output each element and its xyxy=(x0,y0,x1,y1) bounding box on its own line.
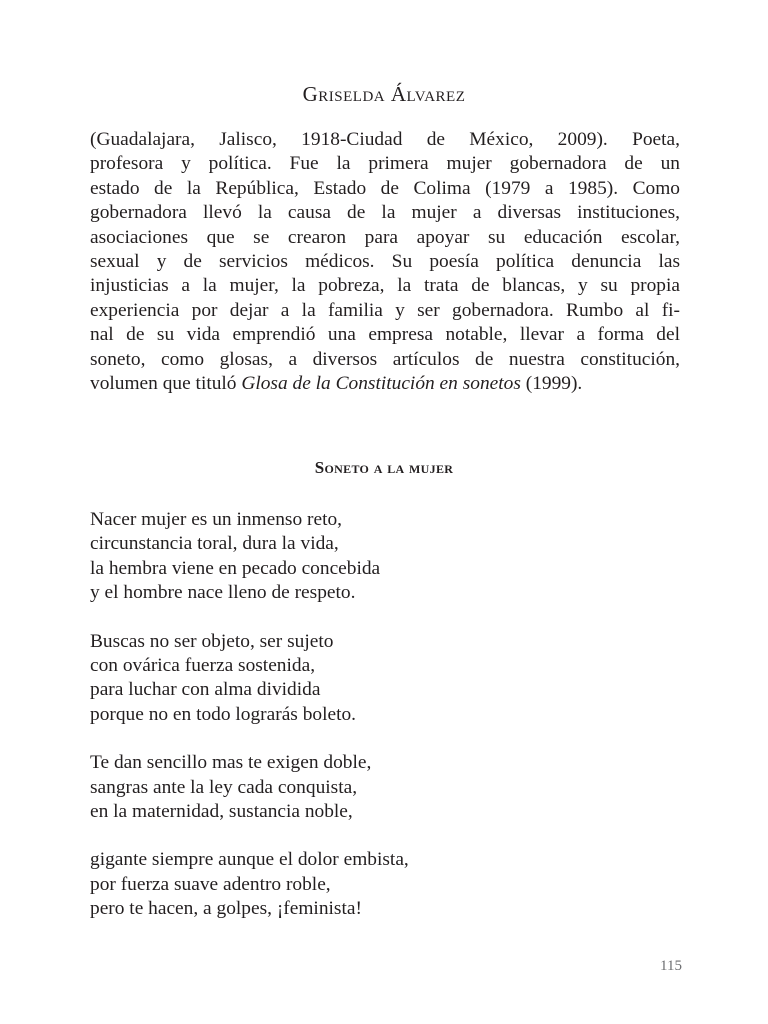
poem-title: Soneto a la mujer xyxy=(314,458,454,477)
stanza xyxy=(90,508,680,606)
bio-line: profesora y política. Fue la primera mujer gobernadora de un xyxy=(90,153,680,175)
bio-line: estado de la República, Estado de Colima (1979 a 1985). Como xyxy=(90,177,680,199)
bio-line: experiencia por dejar a la familia y ser gobernadora. Rumbo al fi- xyxy=(90,299,680,321)
author-heading: Griselda Álvarez xyxy=(302,82,466,106)
stanza xyxy=(90,751,680,824)
bio-line: nal de su vida emprendió una empresa notable, llevar a forma del xyxy=(90,324,680,346)
bio-last-line-suffix: (1999). xyxy=(520,373,583,395)
bio-line: asociaciones que se crearon para apoyar su educación escolar, xyxy=(90,226,680,248)
bio-last-line-prefix: volumen que tituló xyxy=(90,373,242,395)
book-title-italic: Glosa de la Constitución en sonetos xyxy=(241,373,521,395)
stanza xyxy=(90,630,680,728)
bio-line: gobernadora llevó la causa de la mujer a diversas instituciones, xyxy=(90,202,680,224)
verse-line: con ovárica fuerza sostenida, xyxy=(90,655,316,677)
verse-line: circunstancia toral, dura la vida, xyxy=(90,533,339,555)
bio-line: soneto, como glosas, a diversos artículos de nuestra constitución, xyxy=(90,348,680,370)
verse-line: porque no en todo lograrás boleto. xyxy=(90,703,357,725)
verse-line: por fuerza suave adentro roble, xyxy=(90,873,331,895)
verse-line: y el hombre nace lleno de respeto. xyxy=(90,582,356,604)
bio-line: injusticias a la mujer, la pobreza, la trata de blancas, y su propia xyxy=(90,275,680,297)
author-biography xyxy=(90,128,680,396)
verse-line: Te dan sencillo mas te exigen doble, xyxy=(90,752,372,774)
poem-body xyxy=(90,508,680,946)
verse-line: pero te hacen, a golpes, ¡feminista! xyxy=(90,898,362,920)
verse-line: la hembra viene en pecado concebida xyxy=(90,557,381,579)
stanza xyxy=(90,848,680,921)
page-number: 115 xyxy=(660,958,682,974)
bio-last-line xyxy=(90,372,680,396)
verse-line: en la maternidad, sustancia noble, xyxy=(90,801,353,823)
verse-line: gigante siempre aunque el dolor embista, xyxy=(90,849,409,871)
bio-line: (Guadalajara, Jalisco, 1918-Ciudad de México, 2009). Poeta, xyxy=(90,129,680,150)
verse-line: sangras ante la ley cada conquista, xyxy=(90,776,358,798)
verse-line: Buscas no ser objeto, ser sujeto xyxy=(90,630,334,652)
verse-line: para luchar con alma dividida xyxy=(90,679,321,701)
verse-line: Nacer mujer es un inmenso reto, xyxy=(90,509,342,530)
bio-line: sexual y de servicios médicos. Su poesía política denuncia las xyxy=(90,251,680,273)
